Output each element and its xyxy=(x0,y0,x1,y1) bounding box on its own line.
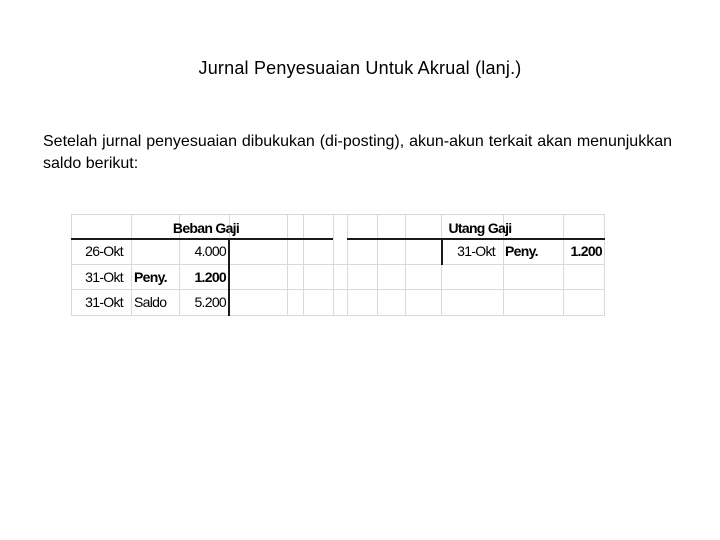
beban-gaji-row-1-amount: 4.000 xyxy=(194,243,226,259)
grid-line xyxy=(347,214,348,316)
grid-line xyxy=(377,214,378,316)
beban-gaji-row-3-date: 31-Okt xyxy=(85,294,123,310)
ledger-t-accounts xyxy=(71,214,605,316)
beban-gaji-row-2-amount: 1.200 xyxy=(194,269,226,285)
grid-line xyxy=(563,214,564,316)
grid-line xyxy=(333,214,334,316)
utang-gaji-row-1-date: 31-Okt xyxy=(457,243,495,259)
beban-gaji-header: Beban Gaji xyxy=(172,220,240,236)
grid-line xyxy=(287,214,288,316)
grid-line xyxy=(604,214,605,316)
slide-paragraph: Setelah jurnal penyesuaian dibukukan (di-posting), akun-akun terkait akan menunjukkan saldo berikut: xyxy=(43,133,672,172)
utang-gaji-row-1-desc: Peny. xyxy=(505,243,538,259)
beban-gaji-row-3-amount: 5.200 xyxy=(194,294,226,310)
slide-title: Jurnal Penyesuaian Untuk Akrual (lanj.) xyxy=(198,58,522,78)
grid-line xyxy=(71,315,605,316)
beban-gaji-row-2-date: 31-Okt xyxy=(85,269,123,285)
beban-gaji-row-1-date: 26-Okt xyxy=(85,243,123,259)
beban-gaji-row-2-desc: Peny. xyxy=(134,269,167,285)
grid-line xyxy=(303,214,304,316)
beban-gaji-t-stem xyxy=(228,239,230,316)
beban-gaji-row-3-desc: Saldo xyxy=(134,294,167,310)
utang-gaji-header: Utang Gaji xyxy=(448,220,512,236)
utang-gaji-row-1-amount: 1.200 xyxy=(570,243,602,259)
